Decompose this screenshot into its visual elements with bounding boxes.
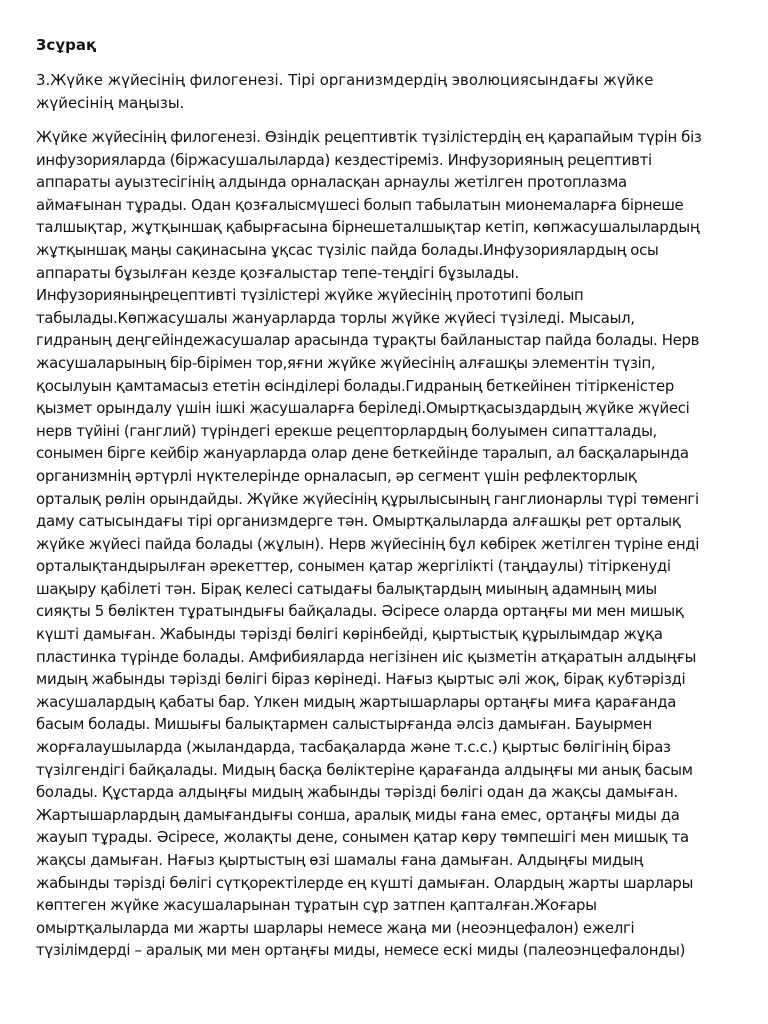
body-line: шақыру қабілеті тән. Бірақ келесі сатыдағы балықтардың миының адамның миы [36,579,657,598]
body-line: қызмет орындалу үшін ішкі жасушаларға беріледі.Омыртқасыздардың жүйке жүйесі [36,399,690,418]
body-line: сонымен бірге кейбір жануарларда олар дене беткейінде таралып, ал басқаларында [36,444,689,463]
body-line: түзілімдерді – аралық ми мен ортаңғы миды, немесе ескі миды (палеоэнцефалонды) [36,941,686,960]
document-page [36,34,736,962]
body-line: жорғалаушыларда (жыландарда, тасбақаларда және т.с.с.) қыртыс бөлігінің біраз [36,738,671,757]
body-line: болады. Құстарда алдыңғы мидың жабынды тәрізді бөлігі одан да жақсы дамыған. [36,783,678,802]
body-line: Жартышарлардың дамығандығы сонша, аралық миды ғана емес, ортаңғы миды да [36,805,680,824]
answer-body [36,126,736,962]
question-line: жүйесінің маңызы. [36,93,185,112]
question-line: 3.Жүйке жүйесінің филогенезі. Тірі организмдердің эволюциясындағы жүйке [36,71,654,89]
section-heading: 3сұрақ [36,36,97,54]
body-line: инфузорияларда (біржасушалыларда) кездестіреміз. Инфузорияның рецептивті [36,150,652,169]
body-line: гидраның деңгейіндежасушалар арасында тұрақты байланыстар пайда болады. Нерв [36,331,700,350]
body-line: аппараты ауызтесігінің алдында орналасқан арнаулы жетілген протоплазма [36,173,627,192]
body-line: жасушалардың қабаты бар. Үлкен мидың жартышарлары ортаңғы миға қарағанда [36,692,677,711]
body-line: мидың жабынды тәрізді бөлігі біраз көрінеді. Нағыз қыртыс әлі жоқ, бірақ кубтәрізді [36,670,686,689]
body-line: пластинка түрінде болады. Амфибияларда негізінен иіс қызметін атқаратын алдыңғы [36,647,697,666]
body-line: көптеген жүйке жасушаларынан тұратын сұр затпен қапталған.Жоғары [36,896,597,915]
body-line: күшті дамыған. Жабынды тәрізді бөлігі көрінбейді, қыртыстық құрылымдар жұқа [36,625,663,644]
body-line: Инфузорияныңрецептивті түзілістері жүйке жүйесінің прототипі болып [36,286,584,305]
body-line: аппараты бұзылған кезде қозғалыстар тепе-теңдігі бұзылады. [36,263,519,282]
body-line: орталықтандырылған әрекеттер, сонымен қатар жергілікті (таңдаулы) тітіркенуді [36,557,671,576]
body-line: қосылуын қамтамасыз ететін өсінділері болады.Гидраның беткейінен тітіркеністер [36,376,675,395]
body-line: басым болады. Мишығы балықтармен салыстырғанда әлсіз дамыған. Бауырмен [36,715,652,734]
body-line: сияқты 5 бөліктен тұратындығы байқалады. Әсіресе оларда ортаңғы ми мен мишық [36,602,684,621]
body-line: жақсы дамыған. Нағыз қыртыстың өзі шамалы ғана дамыған. Алдыңғы мидың [36,851,643,869]
body-line: табылады.Көпжасушалы жануарларда торлы жүйке жүйесі түзіледі. Мысаыл, [36,308,635,327]
body-line: Жүйке жүйесінің филогенезі. Өзіндік рецептивтік түзілістердің ең қарапайым түрін біз [36,128,702,146]
body-line: жасушаларының бір-бірімен тор,яғни жүйке жүйесінің алғашқы элементін түзіп, [36,353,656,372]
body-line: орталық рөлін орындайды. Жүйке жүйесінің құрылысының ганглионарлы түрі төменгі [36,489,699,508]
body-line: жұтқыншақ маңы сақинасына ұқсас түзіліс пайда болады.Инфузориялардың осы [36,240,659,259]
body-line: даму сатысындағы тірі организмдерге тән. Омыртқалыларда алғашқы рет орталық [36,512,681,531]
body-line: жауып тұрады. Әсіресе, жолақты дене, сонымен қатар көру төмпешігі мен мишық та [36,828,689,847]
body-line: омыртқалыларда ми жарты шарлары немесе жаңа ми (неоэнцефалон) ежелгі [36,918,635,937]
body-line: нерв түйіні (ганглий) түріндегі ерекше рецепторлардың болуымен сипатталады, [36,421,657,440]
body-line: организмнің әртүрлі нүктелерінде орналасып, әр сегмент үшін рефлекторлық [36,466,637,485]
body-line: түзілгендігі байқалады. Мидың басқа бөліктеріне қарағанда алдыңғы ми анық басым [36,760,693,779]
body-line: аймағынан тұрады. Одан қозғалысмүшесі болып табылатын мионемаларға бірнеше [36,195,684,214]
question-text [36,69,736,114]
body-line: жабынды тәрізді бөлігі сүтқоректілерде ең күшті дамыған. Олардың жарты шарлары [36,873,694,892]
body-line: талшықтар, жұтқыншақ қабырғасына бірнешеталшықтар кетіп, көпжасушалылардың [36,218,700,237]
body-line: жүйке жүйесі пайда болады (жұлын). Нерв жүйесінің бұл көбірек жетілген түріне енді [36,534,700,553]
